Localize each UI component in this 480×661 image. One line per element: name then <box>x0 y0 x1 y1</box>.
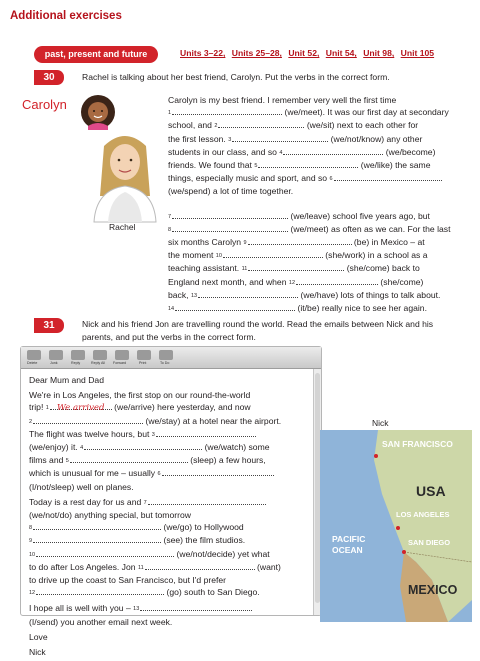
ex30-text-run: (we/meet). It was our first day at secondary <box>284 107 449 118</box>
gap-number: 12 <box>288 279 296 286</box>
email-text-run: to do after Los Angeles. Jon <box>29 561 136 572</box>
email-line: (we/not/do) anything special, but tomorrow <box>29 510 191 521</box>
exercise-number-31: 31 <box>34 318 64 333</box>
gap-9-input[interactable] <box>33 534 161 543</box>
gap-3-input[interactable] <box>232 133 328 142</box>
gap-number: 5 <box>254 163 258 170</box>
gap-number: 4 <box>279 149 283 156</box>
ex30-text-run: the moment <box>168 250 214 261</box>
ex30-text-run: students in our class, and so <box>168 146 277 157</box>
ex30-text-run: (we/become) <box>385 146 436 157</box>
ex30-text-run: things, especially music and sport, and so <box>168 173 328 184</box>
toolbar-label: Reply <box>71 361 81 365</box>
exercise-number-30: 30 <box>34 70 64 85</box>
gap-13-input[interactable] <box>198 289 298 298</box>
gap-5-input[interactable] <box>70 454 188 463</box>
gap-2-input[interactable] <box>218 119 304 128</box>
ex30-text-run: (she/come) back to <box>346 263 420 274</box>
unit-link[interactable]: Unit 54, <box>325 48 357 58</box>
ex30-line <box>168 262 468 275</box>
reply-icon[interactable] <box>71 350 85 360</box>
email-line <box>29 415 311 428</box>
email-line: (I/send) you another email next week. <box>29 616 173 627</box>
page-section-title: Additional exercises <box>10 10 122 22</box>
gap-number: 10 <box>215 253 222 260</box>
ex30-text-run: (we/sit) next to each other for <box>306 120 419 131</box>
gap-number: 2 <box>214 123 218 130</box>
ex30-line <box>168 276 468 289</box>
ex30-line <box>168 289 468 302</box>
map-label-ocean: OCEAN <box>332 545 363 555</box>
exercise-30-instruction: Rachel is talking about her best friend, Carolyn. Put the verbs in the correct form. <box>82 72 390 82</box>
print-icon[interactable] <box>137 350 151 360</box>
toolbar-label: Delete <box>27 361 38 365</box>
gap-number: 8 <box>29 525 33 532</box>
email-line <box>29 441 311 454</box>
email-text-run: (see) the film studios. <box>163 535 246 546</box>
gap-number: 10 <box>29 551 36 558</box>
gap-13-input[interactable] <box>140 602 252 611</box>
toolbar-label: Junk <box>50 361 58 365</box>
ex30-line <box>168 119 468 132</box>
junk-icon[interactable] <box>49 350 63 360</box>
ex30-text-run: teaching assistant. <box>168 263 240 274</box>
gap-number: 14 <box>168 306 175 313</box>
gap-5-input[interactable] <box>258 159 358 168</box>
email-line <box>29 401 311 414</box>
example-answer: We arrived <box>57 403 105 414</box>
email-line <box>29 428 311 441</box>
unit-references <box>180 48 438 58</box>
gap-number: 13 <box>190 292 198 299</box>
gap-number: 4 <box>80 445 84 452</box>
email-body <box>29 374 311 661</box>
email-closing: Love <box>29 631 48 642</box>
gap-2-input[interactable] <box>33 415 143 424</box>
ex30-line <box>168 106 468 119</box>
gap-number: 1 <box>168 110 172 117</box>
ex30-text-run: (it/be) really nice to see her again. <box>297 303 427 314</box>
gap-number: 3 <box>151 431 155 438</box>
gap-number: 6 <box>157 471 161 478</box>
gap-10-input[interactable] <box>223 249 323 258</box>
gap-10-input[interactable] <box>36 548 174 557</box>
unit-link[interactable]: Unit 105 <box>400 48 435 58</box>
gap-number: 12 <box>29 590 36 597</box>
gap-8-input[interactable] <box>172 223 288 232</box>
gap-7-input[interactable] <box>148 496 266 505</box>
nick-label: Nick <box>372 418 389 428</box>
gap-number: 9 <box>243 240 247 247</box>
gap-number: 7 <box>168 213 172 220</box>
email-text-run: which is unusual for me – usually <box>29 468 156 479</box>
unit-link[interactable]: Unit 52, <box>288 48 320 58</box>
ex30-text-run: (we/meet) as often as we can. For the last <box>290 223 451 234</box>
map-illustration <box>320 430 472 622</box>
ex30-line <box>168 133 468 146</box>
gap-1-answer[interactable] <box>50 401 112 414</box>
gap-8-input[interactable] <box>33 521 161 530</box>
toolbar-label: To Do <box>160 361 170 365</box>
carolyn-label: Carolyn <box>22 97 67 112</box>
to-do-icon[interactable] <box>159 350 173 360</box>
map-label-san-francisco: SAN FRANCISCO <box>382 439 453 449</box>
email-line: (I/not/sleep) well on planes. <box>29 481 134 492</box>
rachel-photo <box>86 126 164 222</box>
gap-number: 9 <box>29 538 33 545</box>
gap-number: 1 <box>45 405 49 412</box>
ex30-line <box>168 210 468 223</box>
toolbar-label: Print <box>139 361 147 365</box>
gap-7-input[interactable] <box>172 210 288 219</box>
rachel-label: Rachel <box>109 222 136 232</box>
reply-all-icon[interactable] <box>93 350 107 360</box>
gap-number: 7 <box>143 499 147 506</box>
map-label-mexico: MEXICO <box>408 583 458 597</box>
email-line <box>29 467 311 480</box>
map-label-san-diego: SAN DIEGO <box>408 538 451 547</box>
map-label-pacific: PACIFIC <box>332 534 366 544</box>
carolyn-photo <box>78 90 118 130</box>
ex30-line <box>168 249 468 262</box>
ex30-text-run: (she/work) in a school as a <box>325 250 428 261</box>
email-signature: Nick <box>29 647 46 658</box>
gap-number: 5 <box>65 458 69 465</box>
topic-pill: past, present and future <box>34 46 158 63</box>
forward-icon[interactable] <box>115 350 129 360</box>
gap-number: 8 <box>168 226 172 233</box>
email-line <box>29 548 311 561</box>
gap-number: 11 <box>241 266 248 273</box>
ex30-text-run: (we/leave) school five years ago, but <box>290 210 430 221</box>
email-text-run: Today is a rest day for us and <box>29 496 142 507</box>
email-toolbar <box>21 347 321 369</box>
gap-9-input[interactable] <box>248 236 352 245</box>
gap-14-input[interactable] <box>175 302 295 311</box>
gap-number: 3 <box>228 136 232 143</box>
exercise-31-instruction <box>82 318 433 344</box>
gap-4-input[interactable] <box>84 441 202 450</box>
ex30-text-run: friends. We found that <box>168 160 252 171</box>
ex30-text-run: (she/come) <box>380 276 424 287</box>
ex30-text-run: school, and <box>168 120 212 131</box>
gap-3-input[interactable] <box>156 428 256 437</box>
ex30-text-run: six months Carolyn <box>168 237 242 248</box>
ex30-line <box>168 159 468 172</box>
ex30-text-run: (we/like) the same <box>360 160 431 171</box>
email-line: to drive up the coast to San Francisco, but I'd prefer <box>29 575 227 586</box>
gap-11-input[interactable] <box>248 262 344 271</box>
email-line <box>29 602 311 615</box>
gap-12-input[interactable] <box>36 586 164 595</box>
email-text-run: The flight was twelve hours, but <box>29 428 150 439</box>
email-text-run: (we/watch) some <box>204 442 270 453</box>
gap-number: 6 <box>329 176 333 183</box>
ex30-text-run: the first lesson. <box>168 133 226 144</box>
ex30-line <box>168 223 468 236</box>
unit-link[interactable]: Units 3–22, <box>180 48 226 58</box>
gap-number: 13 <box>133 606 140 613</box>
email-text-run: (we/go) to Hollywood <box>163 522 244 533</box>
email-window <box>20 346 322 658</box>
ex30-line <box>168 302 468 315</box>
instruction-line: parents, and put the verbs in the correct form. <box>82 332 256 342</box>
san-francisco-marker <box>374 454 378 458</box>
instruction-line: Nick and his friend Jon are travelling round the world. Read the emails between Nick and his <box>82 319 434 329</box>
unit-link[interactable]: Unit 98, <box>363 48 395 58</box>
ex30-text-run: back, <box>168 289 189 300</box>
map-label-usa: USA <box>416 483 446 499</box>
email-text-run: (we/not/decide) yet what <box>176 548 270 559</box>
email-line <box>29 454 311 467</box>
delete-icon[interactable] <box>27 350 41 360</box>
ex30-line <box>168 146 468 159</box>
email-line <box>29 586 311 599</box>
ex30-text-run: (we/have) lots of things to talk about. <box>300 289 441 300</box>
email-line: We're in Los Angeles, the first stop on our round-the-world <box>29 390 251 401</box>
los-angeles-marker <box>396 526 400 530</box>
ex30-line: Carolyn is my best friend. I remember very well the first time <box>168 95 397 105</box>
email-text-run: (want) <box>257 561 281 572</box>
gap-4-input[interactable] <box>283 146 383 155</box>
ex30-text-run: (be) in Mexico – at <box>353 237 425 248</box>
ex30-line <box>168 236 468 249</box>
gap-6-input[interactable] <box>162 467 274 476</box>
email-text-run: (we/enjoy) it. <box>29 442 78 453</box>
map-label-los-angeles: LOS ANGELES <box>396 510 450 519</box>
gap-1-input[interactable] <box>172 106 282 115</box>
email-line <box>29 521 311 534</box>
email-text-run: trip! <box>29 402 44 413</box>
email-text-run: (sleep) a few hours, <box>190 455 266 466</box>
email-line <box>29 561 311 574</box>
gap-number: 2 <box>29 418 33 425</box>
gap-11-input[interactable] <box>145 561 255 570</box>
gap-12-input[interactable] <box>296 276 378 285</box>
exercise-30-text <box>168 94 468 315</box>
unit-link[interactable]: Units 25–28, <box>231 48 282 58</box>
ex30-line: (we/spend) a lot of time together. <box>168 186 294 197</box>
email-greeting: Dear Mum and Dad <box>29 375 104 385</box>
email-text-run: (we/arrive) here yesterday, and now <box>114 402 251 413</box>
email-text-run: (we/stay) at a hotel near the airport. <box>145 415 282 426</box>
email-text-run: films and <box>29 455 64 466</box>
gap-6-input[interactable] <box>334 172 442 181</box>
ex30-text-run: England next month, and when <box>168 276 287 287</box>
email-line <box>29 534 311 547</box>
ex30-text-run: (we/not/know) any other <box>330 133 423 144</box>
gap-number: 11 <box>137 564 144 571</box>
email-text-run: I hope all is well with you – <box>29 603 131 614</box>
toolbar-label: Reply All <box>91 361 105 365</box>
ex30-line <box>168 172 468 185</box>
toolbar-label: Forward <box>113 361 127 365</box>
email-line <box>29 496 311 509</box>
email-text-run: (go) south to San Diego. <box>166 587 260 598</box>
san-diego-marker <box>402 550 406 554</box>
